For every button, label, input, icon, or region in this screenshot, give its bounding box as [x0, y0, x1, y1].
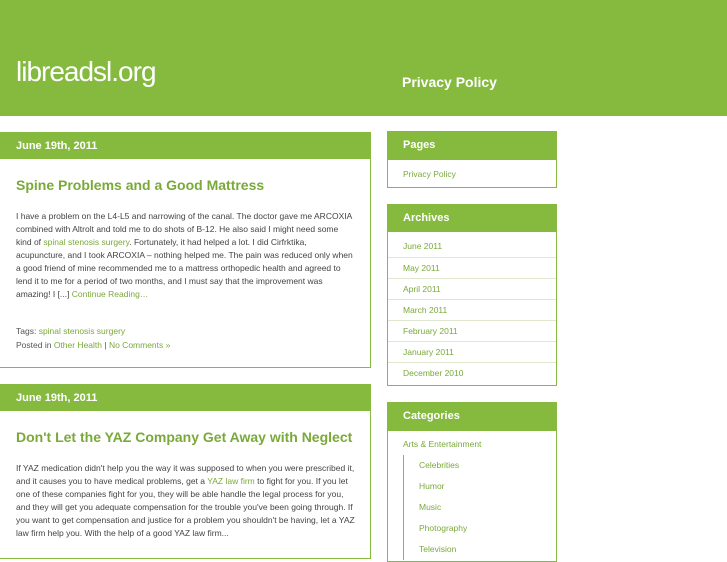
archive-link[interactable]: February 2011 [388, 320, 556, 341]
category-child-link[interactable]: Celebrities [419, 460, 460, 470]
nav-privacy-policy[interactable]: Privacy Policy [402, 74, 497, 90]
post-inline-link[interactable]: YAZ law firm [207, 476, 255, 486]
category-link[interactable]: Other Health [53, 339, 103, 350]
archive-link[interactable]: April 2011 [388, 278, 556, 299]
category-parent-link[interactable] [388, 433, 556, 560]
pages-widget [387, 131, 557, 188]
post-meta [16, 325, 170, 352]
widget-title: Pages [388, 132, 556, 160]
tags-label: Tags: [16, 326, 39, 336]
posted-in-label: Posted in [16, 339, 54, 350]
post-inline-link[interactable]: spinal stenosis surgery [43, 237, 130, 247]
category-child-link[interactable]: Humor [419, 481, 445, 491]
archive-link[interactable]: March 2011 [388, 299, 556, 320]
continue-reading-link[interactable]: Continue Reading… [71, 289, 149, 299]
post-1 [0, 132, 371, 368]
post-date: June 19th, 2011 [0, 385, 370, 411]
post-body-text: . Fortunately, it had helped a lot. I did Cirfrktika, acupuncture, and I took ARCOXIA – nothing helped me. The pain was reduced only when a good friend of mine recommended me to a mattress orthopedic health and agreed to lend it to me for a period of two months, and I must say that the improvement was amazing! I [...] [16, 237, 353, 299]
post-body [16, 210, 356, 301]
post-body-text: to fight for you. If you let one of these companies fight for you, they will be able handle the legal process for you, and they will get you adequate compensation for the trouble you've been going through. If you want to get compensation and justice for a problem you shouldn't be having, let a YAZ law firm help you. With the help of a good YAZ law firm... [16, 476, 355, 538]
pages-list [388, 160, 556, 188]
category-child-link[interactable]: Music [419, 502, 442, 512]
widget-title: Archives [388, 205, 556, 232]
category-child-link[interactable]: Photography [419, 523, 468, 533]
comments-link[interactable]: No Comments » [108, 339, 171, 350]
category-child-link[interactable]: Television [419, 544, 457, 554]
archives-widget [387, 204, 557, 386]
archive-link[interactable]: June 2011 [403, 241, 443, 251]
category-parent-label[interactable]: Arts & Entertainment [403, 439, 482, 449]
post-body-text: I have a problem on the L4-L5 and narrowing of the canal. The doctor gave me ARCOXIA combined with Altrolt and told me to do shots of B-12. He also said I might need some kind of [16, 211, 352, 247]
site-header [0, 0, 727, 116]
meta-separator: | [102, 339, 109, 350]
page-link[interactable]: Privacy Policy [403, 169, 456, 179]
post-date: June 19th, 2011 [0, 133, 370, 159]
widget-title: Categories [388, 403, 556, 431]
post-title[interactable]: Don't Let the YAZ Company Get Away with Neglect [16, 429, 353, 445]
categories-widget [387, 402, 557, 562]
archive-link[interactable]: January 2011 [388, 341, 556, 362]
tag-link[interactable]: spinal stenosis surgery [38, 326, 126, 336]
post-2 [0, 384, 371, 559]
post-body [16, 462, 356, 540]
post-body-text: If YAZ medication didn't help you the way it was supposed to when you were prescribed it, and it causes you to have medical problems, get a [16, 463, 355, 486]
post-title[interactable]: Spine Problems and a Good Mattress [16, 177, 265, 193]
archives-list [388, 232, 556, 383]
site-title[interactable]: libreadsl.org [16, 56, 156, 87]
categories-list [388, 431, 556, 560]
archive-link[interactable]: May 2011 [388, 257, 556, 278]
archive-link[interactable]: December 2010 [388, 362, 556, 383]
category-children-list [403, 455, 556, 560]
